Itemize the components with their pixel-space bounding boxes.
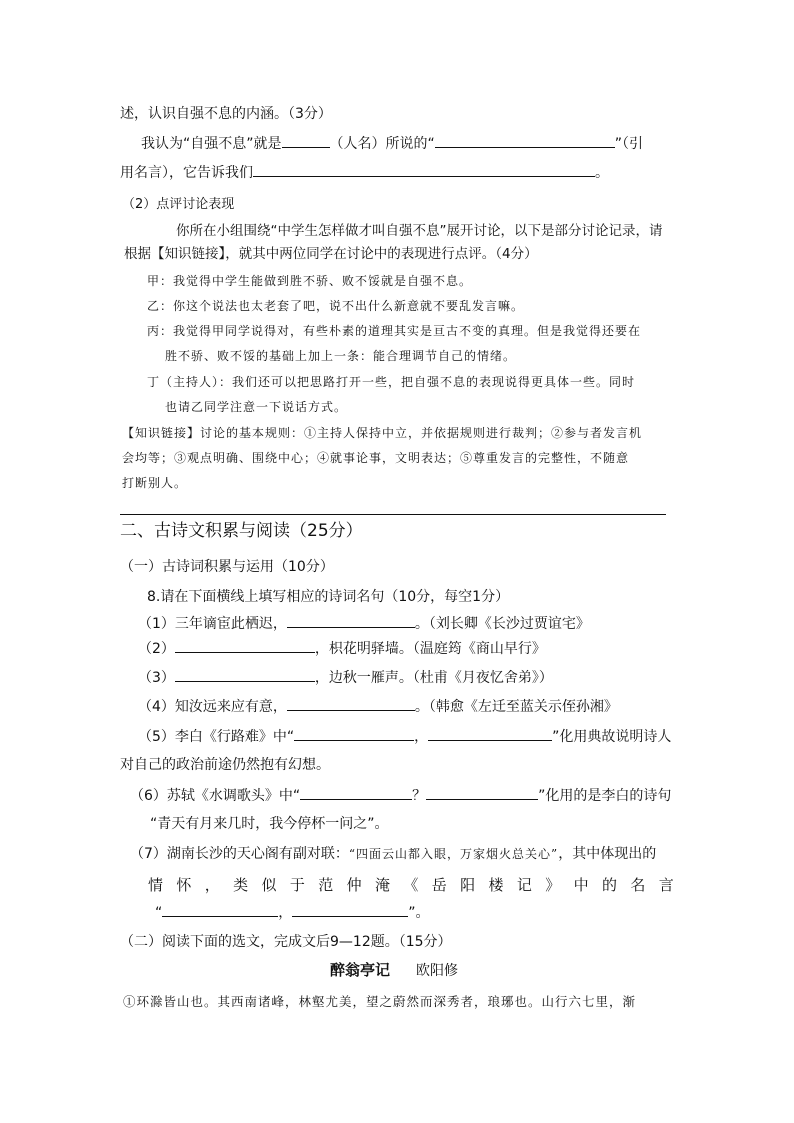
q8-item2: （2） ，枳花明驿墙。（温庭筠《商山早行》 xyxy=(138,641,546,657)
justified-char: 记 xyxy=(516,876,532,894)
answer-blank-person[interactable] xyxy=(282,134,330,148)
q8-item7-blanks: “ ， ”。 xyxy=(155,905,430,921)
answer-blank-8-4[interactable] xyxy=(287,697,415,711)
answer-blank-8-6b[interactable] xyxy=(426,786,538,800)
justified-char: 中 xyxy=(573,876,589,894)
justified-char: 淹 xyxy=(375,876,391,894)
q8-item5: （5）李白《行路难》中“ ， ”化用典故说明诗人 xyxy=(138,729,672,745)
justified-char: 范 xyxy=(318,876,334,894)
answer-blank-quote[interactable] xyxy=(435,134,615,148)
essay-title-line xyxy=(330,961,458,980)
answer-blank-8-5b[interactable] xyxy=(428,727,552,741)
knowledge-link-line1: 【知识链接】讨论的基本规则：①主持人保持中立，并依据规则进行裁判；②参与者发言机 xyxy=(122,426,643,440)
sub-section2-heading: （二）阅读下面的选文，完成文后9—12题。（15分） xyxy=(120,934,452,950)
essay-author: 欧阳修 xyxy=(416,963,459,979)
justified-char: 言 xyxy=(658,876,674,894)
speaker-ding-line2: 也请乙同学注意一下说话方式。 xyxy=(165,400,348,414)
answer-blank-8-7a[interactable] xyxy=(162,903,278,917)
answer-blank-8-3[interactable] xyxy=(175,668,315,682)
q-discussion-intro1: 你所在小组围绕“中学生怎样做才叫自强不息”展开讨论，以下是部分讨论记录，请 xyxy=(176,223,663,239)
q-prev-line2: 我认为“自强不息”就是 （人名）所说的“ ”（引 xyxy=(141,136,644,152)
justified-char: 《 xyxy=(403,876,419,894)
q8-item7: （7）湖南长沙的天心阁有副对联：“四面云山都入眼，万家烟火总关心”，其中体现出的 xyxy=(130,846,657,862)
justified-char: 类 xyxy=(233,876,249,894)
justified-char: 岳 xyxy=(431,876,447,894)
section2-heading: 二、古诗文积累与阅读（25分） xyxy=(120,521,363,541)
justified-char: 楼 xyxy=(488,876,504,894)
q-discussion-intro2: 根据【知识链接】，就其中两位同学在讨论中的表现进行点评。（4分） xyxy=(124,246,538,262)
q8-item6: （6）苏轼《水调歌头》中“ ？ ”化用的是李白的诗句 xyxy=(130,788,672,804)
q8-item4: （4）知汝远来应有意， 。（韩愈《左迁至蓝关示侄孙湘》 xyxy=(138,699,618,715)
essay-paragraph1: ①环滁皆山也。其西南诸峰，林壑尤美，望之蔚然而深秀者，琅琊也。山行六七里，渐 xyxy=(123,994,637,1009)
q-prev-line1: 述，认识自强不息的内涵。（3分） xyxy=(120,106,332,122)
q8-item3: （3） ，边秋一雁声。（杜甫《月夜忆舍弟》） xyxy=(138,670,553,686)
q8-item5-cont: 对自己的政治前途仍然抱有幻想。 xyxy=(120,757,330,773)
q8-instruction: 8.请在下面横线上填写相应的诗词名句（10分，每空1分） xyxy=(147,589,510,605)
q8-item1: （1）三年谪宦此栖迟， 。（刘长卿《长沙过贾谊宅》 xyxy=(138,616,590,632)
speaker-ding-line1: 丁（主持人）：我们还可以把思路打开一些，把自强不息的表现说得更具体一些。同时 xyxy=(147,375,636,389)
speaker-jia: 甲：我觉得中学生能做到胜不骄、败不馁就是自强不息。 xyxy=(147,274,473,288)
answer-blank-meaning[interactable] xyxy=(253,163,595,177)
justified-char: 仲 xyxy=(346,876,362,894)
speaker-bing-line2: 胜不骄、败不馁的基础上加上一条：能合理调节自己的情绪。 xyxy=(165,349,517,363)
q8-item6-cont: “青天有月来几时，我今停杯一问之”。 xyxy=(150,816,389,832)
justified-char: 怀 xyxy=(176,876,192,894)
justified-char: 的 xyxy=(602,876,618,894)
answer-blank-8-5a[interactable] xyxy=(294,727,414,741)
justified-char: 阳 xyxy=(460,876,476,894)
essay-title: 醉翁亭记 xyxy=(330,961,391,979)
justified-char: ， xyxy=(204,876,220,894)
answer-blank-8-2[interactable] xyxy=(175,639,315,653)
justified-char: 》 xyxy=(545,876,561,894)
q-discussion-heading: （2）点评讨论表现 xyxy=(122,197,235,212)
answer-blank-8-7b[interactable] xyxy=(292,903,408,917)
section-divider xyxy=(120,514,666,515)
answer-blank-8-1[interactable] xyxy=(287,614,415,628)
speaker-bing-line1: 丙：我觉得甲同学说得对，有些朴素的道理其实是亘古不变的真理。但是我觉得还要在 xyxy=(147,324,642,338)
justified-char: 似 xyxy=(261,876,277,894)
justified-char: 情 xyxy=(148,876,164,894)
knowledge-link-line3: 打断别人。 xyxy=(122,476,188,490)
knowledge-link-line2: 会均等；③观点明确、围绕中心；④就事论事，文明表达；⑤尊重发言的完整性，不随意 xyxy=(122,451,630,465)
sub-section1-heading: （一）古诗词积累与运用（10分） xyxy=(120,559,334,575)
q-prev-line3: 用名言），它告诉我们 。 xyxy=(120,165,609,181)
speaker-yi: 乙：你这个说法也太老套了吧，说不出什么新意就不要乱发言嘛。 xyxy=(147,299,525,313)
q8-item7-justified-line xyxy=(148,876,674,894)
justified-char: 名 xyxy=(630,876,646,894)
answer-blank-8-6a[interactable] xyxy=(300,786,412,800)
justified-char: 于 xyxy=(289,876,305,894)
